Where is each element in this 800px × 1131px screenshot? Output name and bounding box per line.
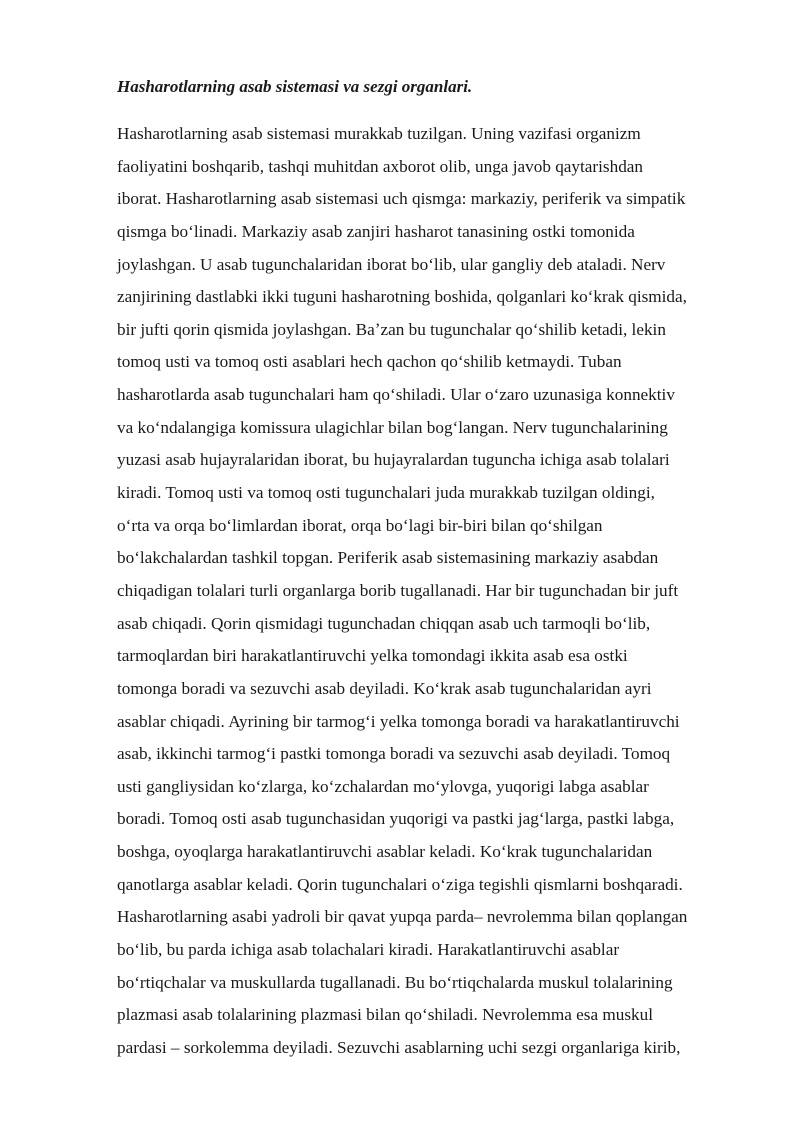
body-paragraph: [117, 118, 742, 1065]
text-line: qanotlarga asablar keladi. Qorin tugunchalari oʻziga tegishli qismlarni boshqaradi.: [117, 874, 683, 894]
text-line: boʻlakchalardan tashkil topgan. Periferik asab sistemasining markaziy asabdan: [117, 548, 659, 568]
text-line: hasharotlarda asab tugunchalari ham qoʻshiladi. Ular oʻzaro uzunasiga konnektiv: [117, 385, 675, 405]
text-line: boʻrtiqchalar va muskullarda tugallanadi. Bu boʻrtiqchalarda muskul tolalarining: [117, 972, 673, 992]
text-line: zanjirining dastlabki ikki tuguni hasharotning boshida, qolganlari koʻkrak qismida,: [117, 287, 687, 307]
document-page: [117, 74, 742, 1065]
text-line: tomonga boradi va sezuvchi asab deyiladi. Koʻkrak asab tugunchalaridan ayri: [117, 678, 652, 698]
text-line: va koʻndalangiga komissura ulagichlar bilan bogʻlangan. Nerv tugunchalarining: [117, 417, 668, 437]
text-line: boshga, oyoqlarga harakatlantiruvchi asablar keladi. Koʻkrak tugunchalaridan: [117, 842, 653, 862]
document-title: Hasharotlarning asab sistemasi va sezgi organlari.: [117, 77, 473, 96]
text-line: pardasi – sorkolemma deyiladi. Sezuvchi asablarning uchi sezgi organlariga kirib,: [117, 1037, 681, 1057]
text-line: faoliyatini boshqarib, tashqi muhitdan axborot olib, unga javob qaytarishdan: [117, 156, 644, 176]
text-line: tarmoqlardan biri harakatlantiruvchi yelka tomondagi ikkita asab esa ostki: [117, 646, 628, 666]
text-line: Hasharotlarning asab sistemasi murakkab tuzilgan. Uning vazifasi organizm: [117, 124, 641, 143]
text-line: boʻlib, bu parda ichiga asab tolachalari kiradi. Harakatlantiruvchi asablar: [117, 940, 620, 960]
text-line: Hasharotlarning asabi yadroli bir qavat yupqa parda– nevrolemma bilan qoplangan: [117, 907, 688, 927]
text-line: boradi. Tomoq osti asab tugunchasidan yuqorigi va pastki jagʻlarga, pastki labga,: [117, 809, 675, 829]
text-line: usti gangliysidan koʻzlarga, koʻzchalardan moʻylovga, yuqorigi labga asablar: [117, 776, 649, 796]
text-line: bir jufti qorin qismida joylashgan. Baʼzan bu tugunchalar qoʻshilib ketadi, lekin: [117, 319, 666, 339]
text-line: qismga boʻlinadi. Markaziy asab zanjiri hasharot tanasining ostki tomonida: [117, 221, 635, 241]
text-line: asab chiqadi. Qorin qismidagi tugunchadan chiqqan asab uch tarmoqli boʻlib,: [117, 613, 651, 633]
text-line: yuzasi asab hujayralaridan iborat, bu hujayralardan tuguncha ichiga asab tolalari: [117, 450, 670, 470]
text-line: iborat. Hasharotlarning asab sistemasi uch qismga: markaziy, periferik va simpatik: [117, 189, 686, 209]
text-line: chiqadigan tolalari turli organlarga borib tugallanadi. Har bir tugunchadan bir juft: [117, 580, 679, 600]
text-line: tomoq usti va tomoq osti asablari hech qachon qoʻshilib ketmaydi. Tuban: [117, 352, 622, 372]
text-line: oʻrta va orqa boʻlimlardan iborat, orqa boʻlagi bir-biri bilan qoʻshilgan: [117, 515, 603, 535]
text-line: kiradi. Tomoq usti va tomoq osti tugunchalari juda murakkab tuzilgan oldingi,: [117, 483, 655, 503]
text-line: asab, ikkinchi tarmogʻi pastki tomonga boradi va sezuvchi asab deyiladi. Tomoq: [117, 744, 671, 764]
text-line: asablar chiqadi. Ayrining bir tarmogʻi yelka tomonga boradi va harakatlantiruvchi: [117, 711, 680, 731]
text-line: joylashgan. U asab tugunchalaridan iborat boʻlib, ular gangliy deb ataladi. Nerv: [117, 254, 666, 274]
text-line: plazmasi asab tolalarining plazmasi bilan qoʻshiladi. Nevrolemma esa muskul: [117, 1005, 654, 1025]
